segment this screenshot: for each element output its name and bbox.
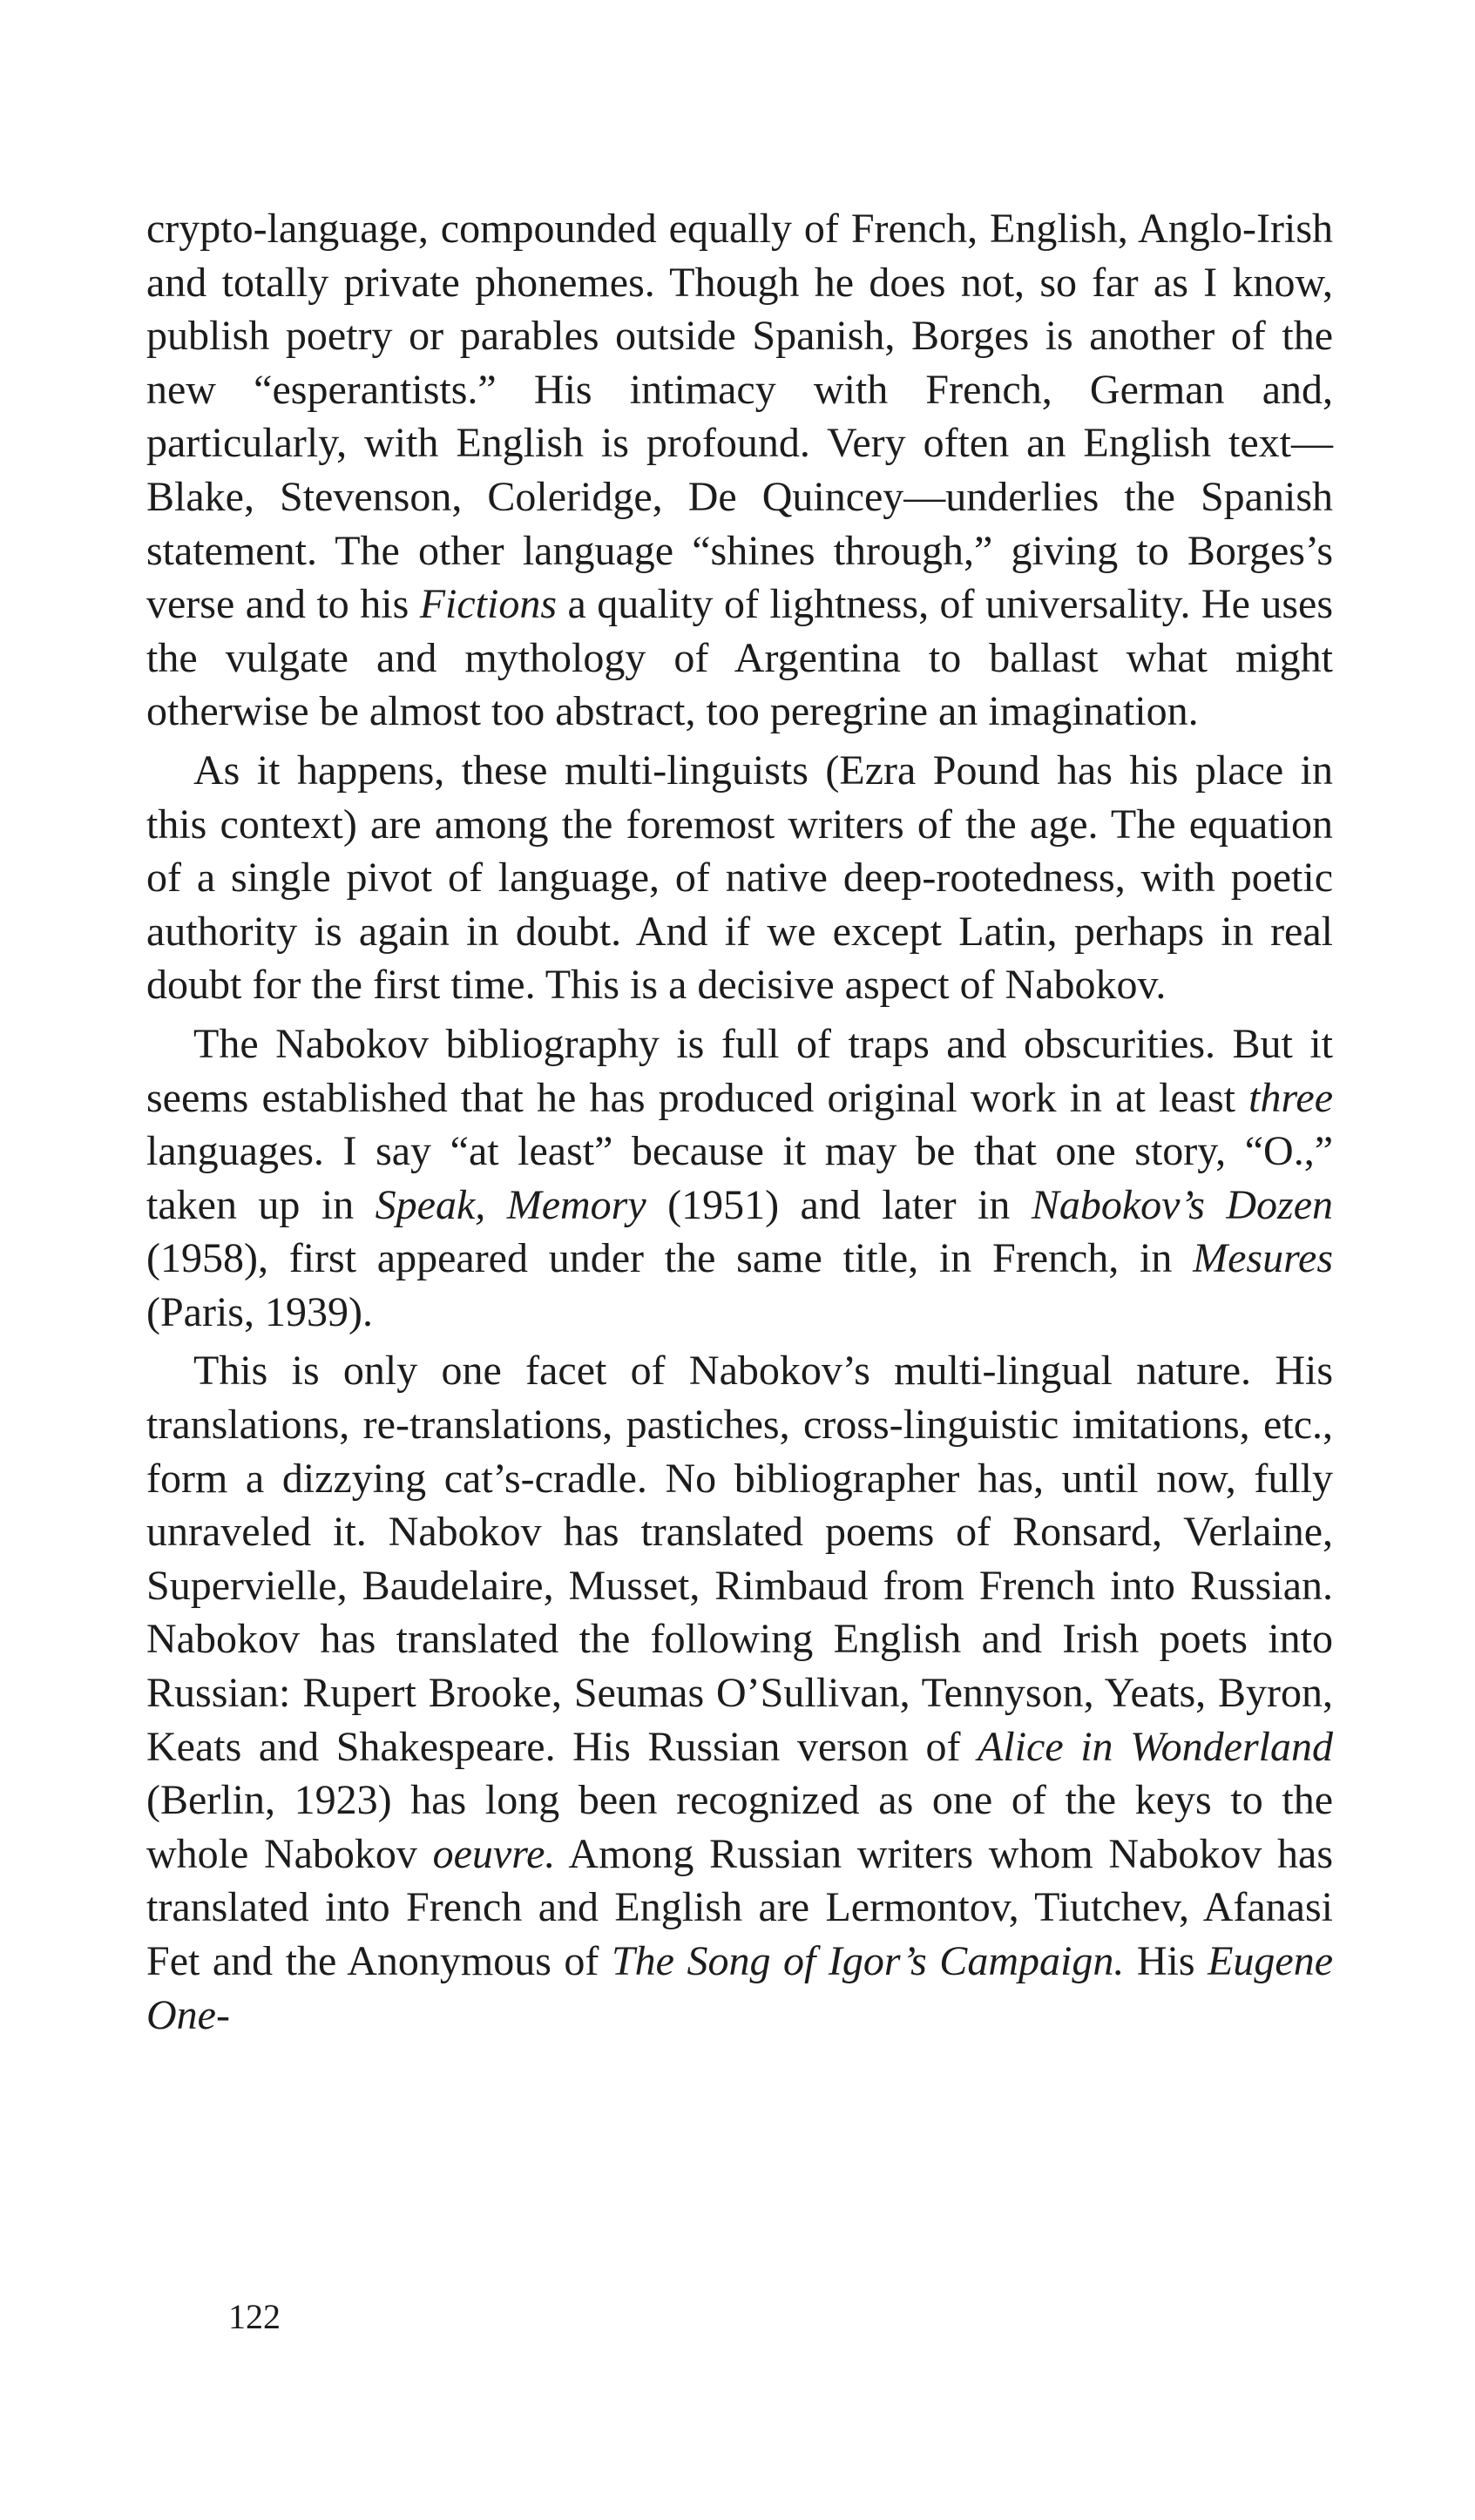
paragraph xyxy=(146,744,1333,1012)
text-segment: languages. I say “at least” because it may be that one story, “O.,” taken up in xyxy=(146,1128,1333,1228)
text-segment: a quality of lightness, of universality. He uses the vulgate and mythology of Argentina to ballast what might otherwise be almost too abstract, too peregrine an imagination. xyxy=(146,581,1333,735)
text-segment: (Berlin, 1923) has long been recognized as one of the keys to the whole Nabokov xyxy=(146,1777,1333,1877)
page-number: 122 xyxy=(228,2297,281,2336)
italic-text: Alice in Wonderland xyxy=(978,1723,1334,1770)
italic-text: oeuvre. xyxy=(432,1830,556,1877)
text-segment: Among Russian writers whom Nabokov has translated into French and English are Lermontov, Tiutchev, Afanasi Fet and the Anonymous of xyxy=(146,1830,1334,1984)
text-segment: His xyxy=(1124,1938,1208,1984)
italic-text: three xyxy=(1248,1074,1333,1121)
paragraph xyxy=(146,202,1333,739)
italic-text: Fictions xyxy=(419,581,558,628)
text-segment: (1951) and later in xyxy=(646,1181,1032,1228)
text-segment: crypto-language, compounded equally of French, English, Anglo-Irish and totally private phonemes. Though he does not, so far as I know, publish poetry or parables outside Spanish, Borges is another of the new “esperantists.” His intimacy with French, German and, particularly, with English is profound. Very often an English text—Blake, Stevenson, Coleridge, De Quincey—underlies the Spanish statement. The other language “shines through,” giving to Borges’s verse and to his xyxy=(146,206,1333,628)
text-segment: (1958), first appeared under the same title, in French, in xyxy=(146,1235,1194,1282)
italic-text: Speak, Memory xyxy=(375,1181,646,1228)
text-segment: As it happens, these multi-linguists (Ezra Pound has his place in this context) are among the foremost writers of the age. The equation of a single pivot of language, of native deep-rootedness, with poetic authority is again in doubt. And if we except Latin, perhaps in real doubt for the first time. This is a decisive aspect of Nabokov. xyxy=(146,747,1333,1009)
text-segment: The Nabokov bibliography is full of traps and obscurities. But it seems established that he has produced original work in at least xyxy=(146,1020,1333,1121)
italic-text: Nabokov’s Dozen xyxy=(1031,1181,1334,1228)
text-segment: (Paris, 1939). xyxy=(146,1288,373,1335)
paragraph xyxy=(146,1017,1333,1340)
text-segment: This is only one facet of Nabokov’s multi-lingual nature. His translations, re-translations, pastiches, cross-linguistic imitations, etc., form a dizzying cat’s-cradle. No bibliographer has, until now, fully unraveled it. Nabokov has translated poems of Ronsard, Verlaine, Supervielle, Baudelaire, Musset, Rimbaud from French into Russian. Nabokov has translated the following English and Irish poets into Russian: Rupert Brooke, Seumas O’Sullivan, Tennyson, Yeats, Byron, Keats and Shakespeare. His Russian verson of xyxy=(146,1348,1333,1770)
paragraph xyxy=(146,1344,1333,2042)
italic-text: Mesures xyxy=(1193,1235,1333,1282)
italic-text: The Song of Igor’s Campaign. xyxy=(611,1938,1125,1984)
body-text xyxy=(146,202,1333,2047)
italic-text: Eugene One- xyxy=(146,1938,1333,2038)
